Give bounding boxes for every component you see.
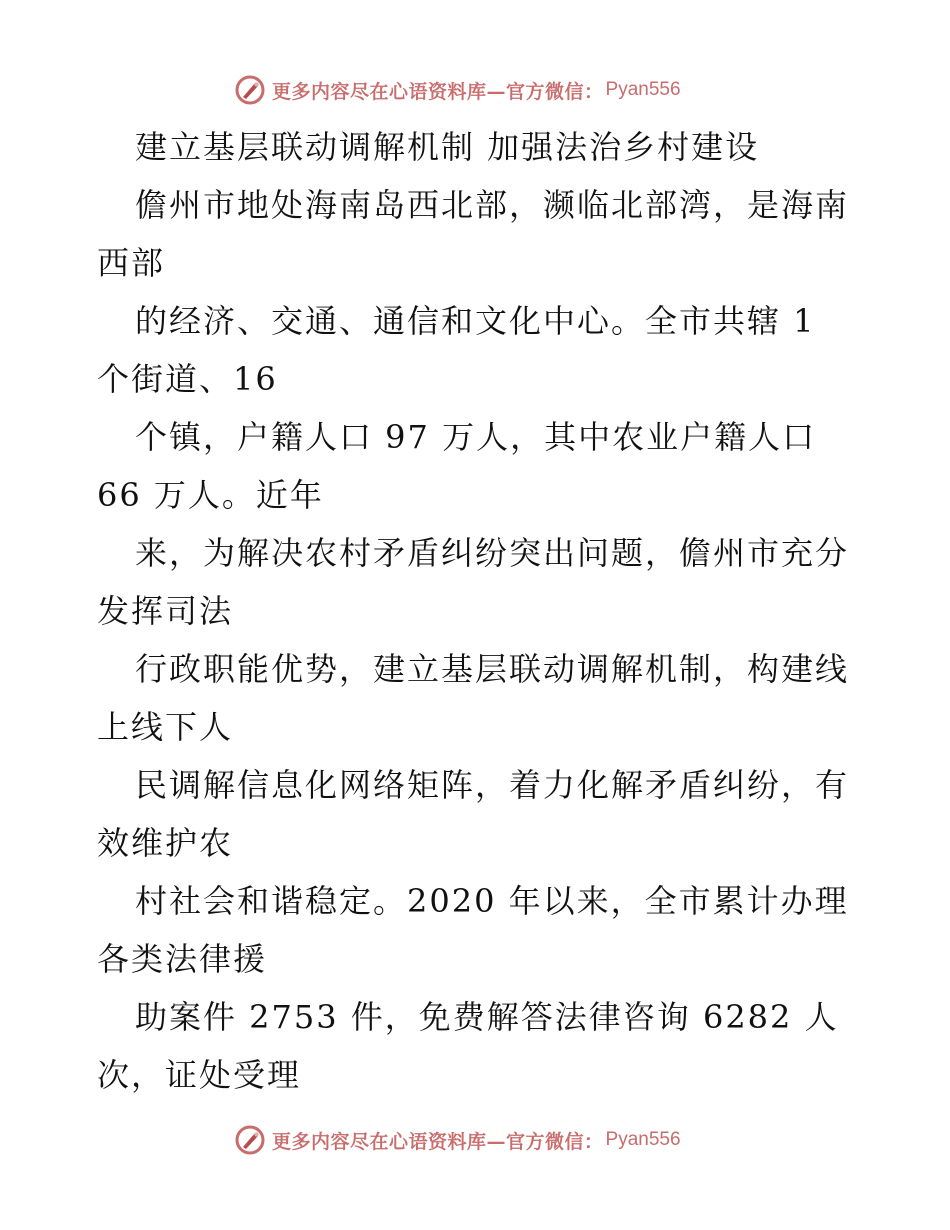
text-line: 儋州市地处海南岛西北部，濒临北部湾，是海南 — [135, 186, 850, 224]
document-title: 建立基层联动调解机制 加强法治乡村建设 — [135, 128, 760, 166]
text-line: 助案件 2753 件，免费解答法律咨询 6282 人 — [135, 998, 839, 1036]
text-line: 村社会和谐稳定。2020 年以来，全市累计办理 — [135, 882, 849, 920]
watermark-text: 更多内容尽在心语资料库—官方微信： — [272, 80, 604, 103]
text-line: 来，为解决农村矛盾纠纷突出问题，儋州市充分 — [135, 534, 850, 572]
text-line: 的经济、交通、通信和文化中心。全市共辖 1 — [135, 302, 816, 340]
watermark-handle: Pyan556 — [605, 1129, 681, 1150]
text-line: 66 万人。近年 — [97, 476, 324, 514]
text-line: 次，证处受理 — [97, 1056, 302, 1094]
text-line: 个镇，户籍人口 97 万人，其中农业户籍人口 — [135, 418, 817, 456]
footer-watermark — [234, 1122, 681, 1158]
text-line: 行政职能优势，建立基层联动调解机制，构建线 — [135, 650, 850, 688]
pen-logo-icon — [234, 74, 266, 106]
header-watermark — [234, 72, 681, 108]
text-line: 上线下人 — [97, 708, 234, 746]
pen-logo-icon — [234, 1124, 266, 1156]
watermark-handle: Pyan556 — [605, 79, 681, 100]
text-line: 西部 — [97, 244, 166, 282]
text-line: 民调解信息化网络矩阵，着力化解矛盾纠纷，有 — [135, 766, 850, 804]
watermark-text: 更多内容尽在心语资料库—官方微信： — [272, 1130, 604, 1153]
text-line: 效维护农 — [97, 824, 234, 862]
text-line: 发挥司法 — [97, 592, 234, 630]
text-line: 各类法律援 — [97, 940, 268, 978]
document-body — [97, 118, 857, 1104]
text-line: 个街道、16 — [97, 360, 278, 398]
